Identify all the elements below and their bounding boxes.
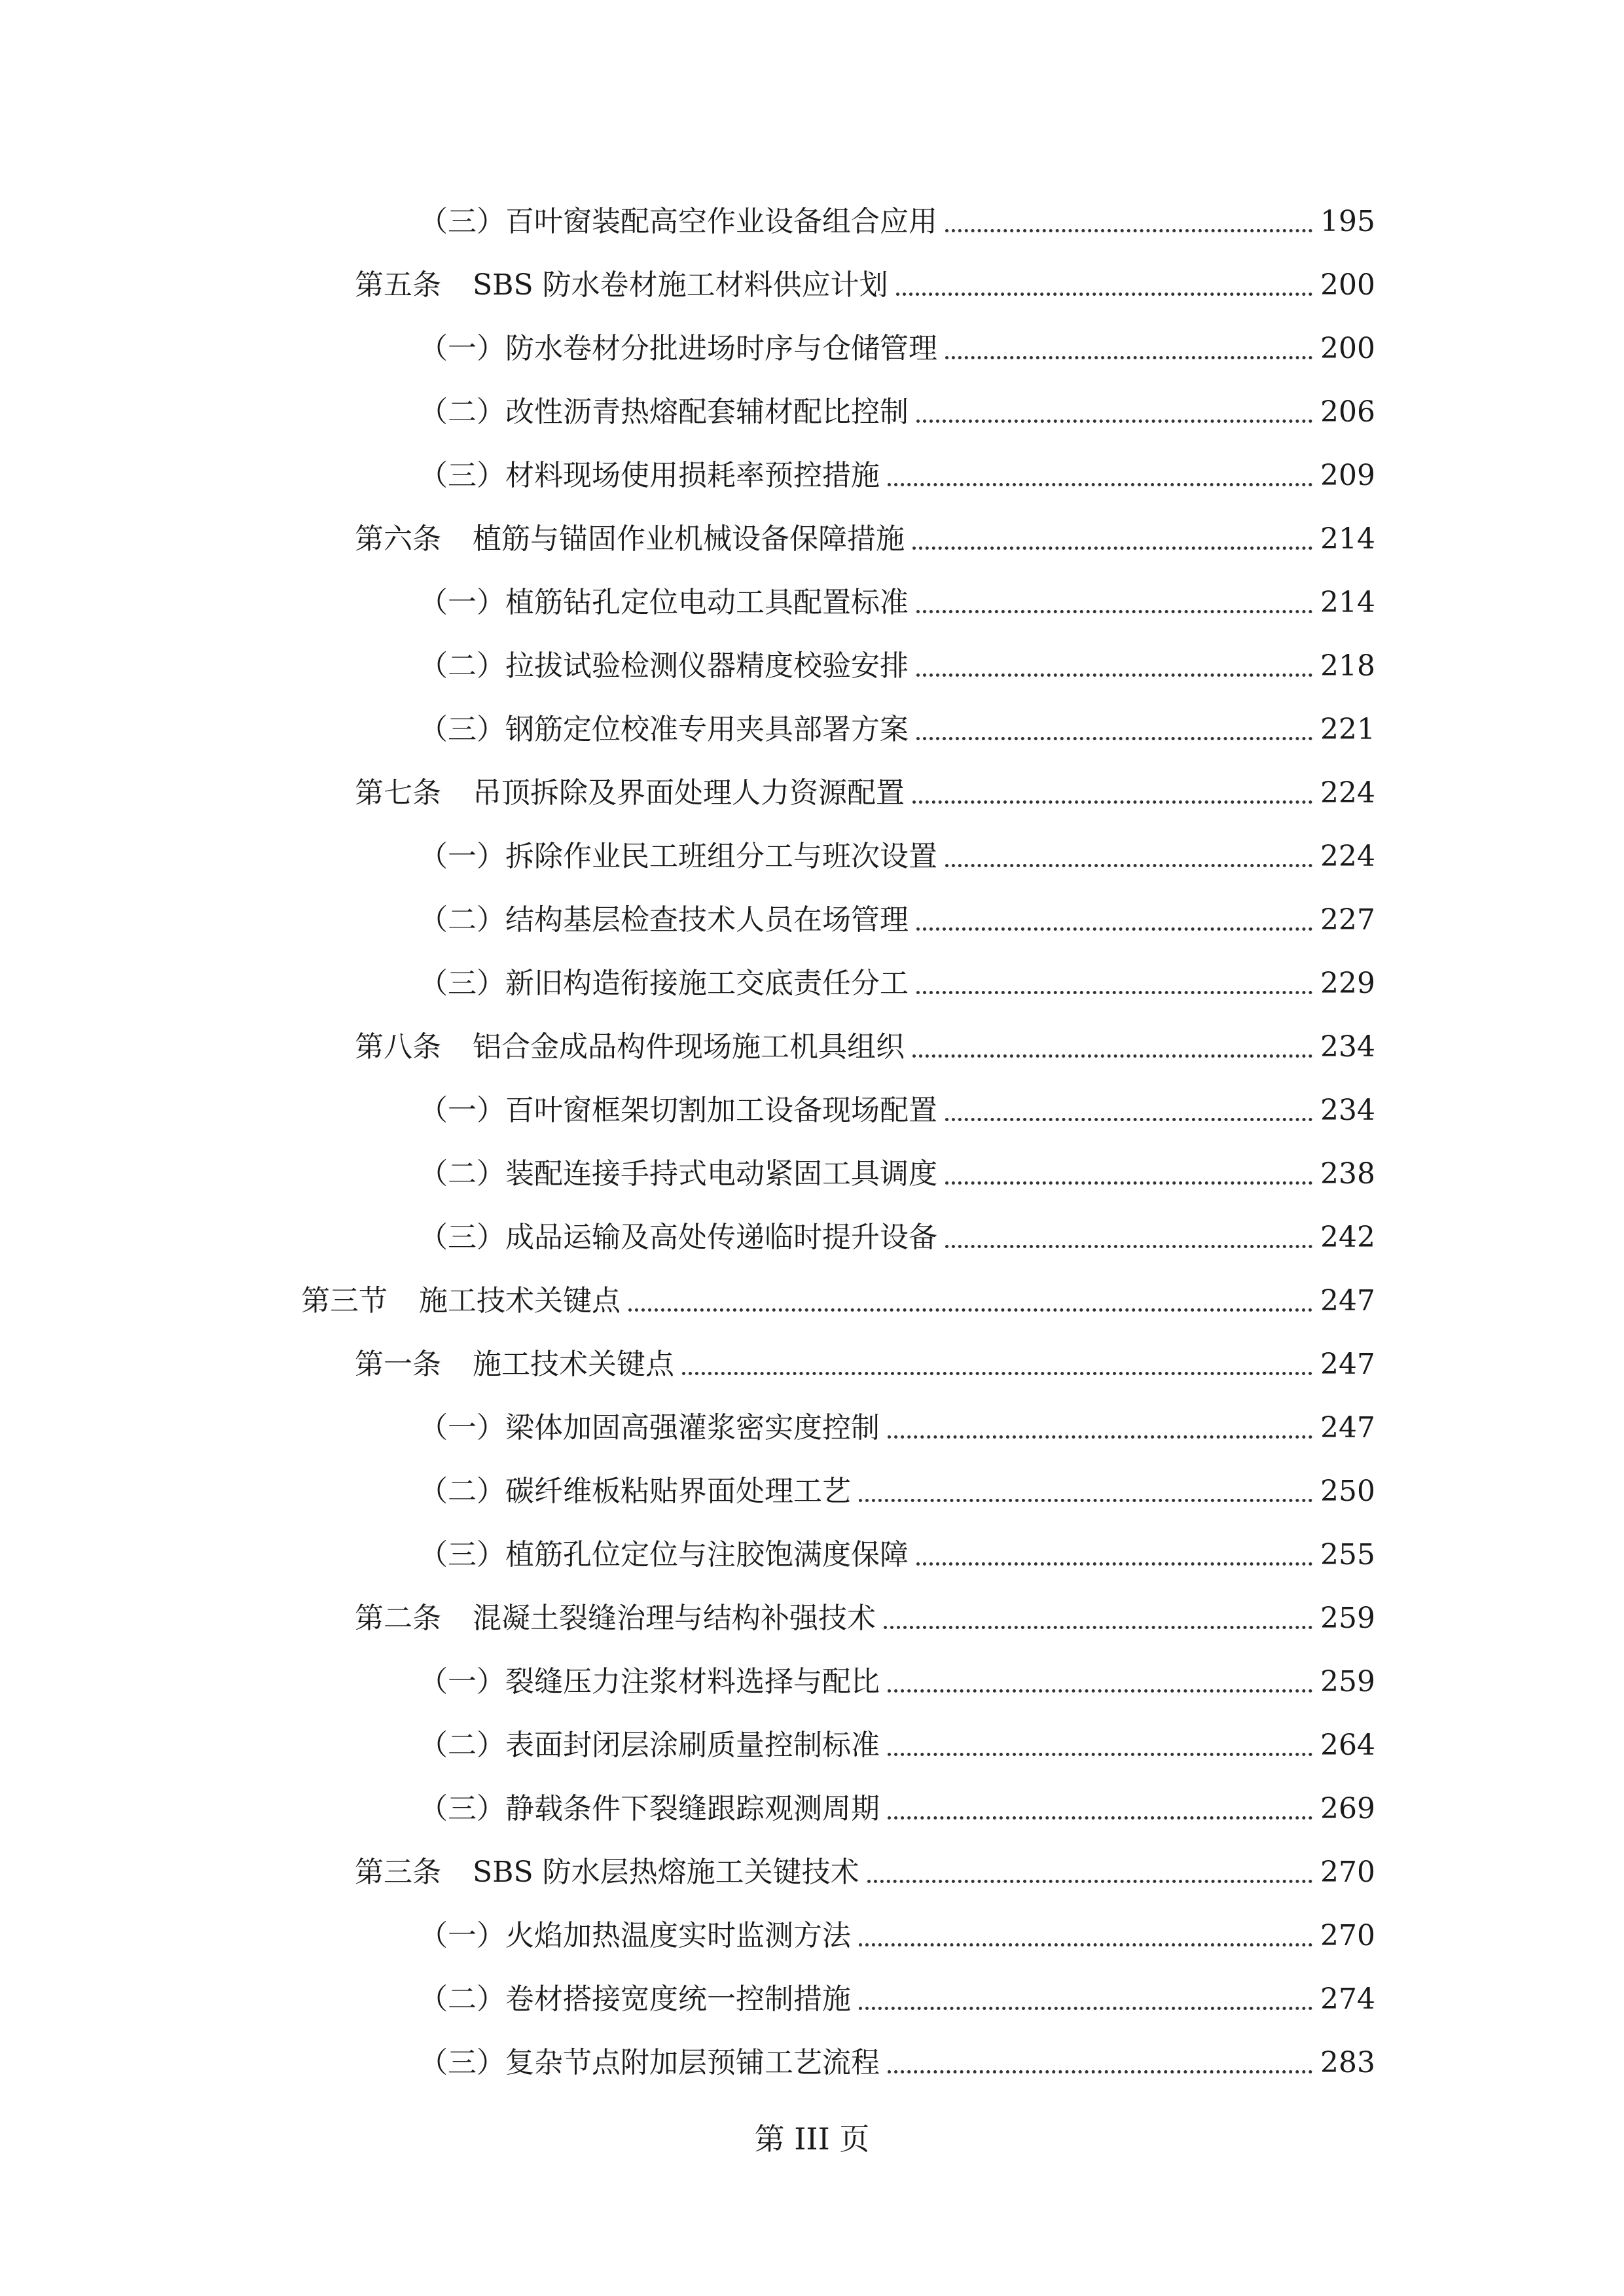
toc-entry-page: 259	[1320, 1664, 1375, 1698]
toc-entry-text: SBS 防水卷材施工材料供应计划	[473, 268, 888, 302]
dot-leader	[945, 864, 1312, 867]
toc-entry[interactable]	[0, 1967, 1624, 2031]
toc-entry-page: 242	[1320, 1220, 1375, 1254]
toc-entry-number: 第八条	[355, 1030, 441, 1064]
toc-entry-page: 238	[1320, 1157, 1375, 1191]
toc-entry-text: 植筋与锚固作业机械设备保障措施	[473, 522, 905, 556]
dot-leader	[888, 483, 1312, 486]
toc-entry-title	[419, 1410, 880, 1444]
toc-entry[interactable]	[0, 190, 1624, 253]
toc-entry-page: 247	[1320, 1283, 1375, 1318]
dot-leader	[945, 1118, 1312, 1121]
toc-entry-text: （二）改性沥青热熔配套辅材配比控制	[419, 395, 909, 429]
toc-entry-page: 221	[1320, 712, 1375, 746]
toc-entry-number: 第七条	[355, 776, 441, 810]
toc-entry-title	[419, 903, 909, 937]
toc-entry-title	[419, 204, 937, 238]
toc-entry[interactable]	[0, 1396, 1624, 1460]
dot-leader	[896, 293, 1312, 296]
toc-entry-title	[419, 1537, 909, 1571]
dot-leader	[945, 229, 1312, 232]
toc-entry[interactable]	[0, 634, 1624, 698]
toc-entry-text: （三）复杂节点附加层预铺工艺流程	[419, 2045, 880, 2079]
dot-leader	[888, 2070, 1312, 2073]
dot-leader	[912, 547, 1312, 550]
dot-leader	[867, 1880, 1312, 1883]
toc-entry-text: （三）静载条件下裂缝跟踪观测周期	[419, 1791, 880, 1825]
toc-entry-text: （三）新旧构造衔接施工交底责任分工	[419, 966, 909, 1000]
dot-leader	[945, 356, 1312, 359]
toc-entry-title	[419, 712, 909, 746]
toc-entry[interactable]	[0, 1206, 1624, 1269]
toc-entry[interactable]	[0, 1269, 1624, 1333]
toc-entry-page: 234	[1320, 1093, 1375, 1127]
toc-entry-text: （三）植筋孔位定位与注胶饱满度保障	[419, 1537, 909, 1571]
toc-entry-title	[419, 1791, 880, 1825]
toc-entry-title	[419, 966, 909, 1000]
toc-entry-title	[419, 1220, 937, 1254]
toc-entry-page: 227	[1320, 903, 1375, 937]
toc-entry[interactable]	[0, 888, 1624, 952]
page-number: 第 III 页	[754, 2121, 870, 2157]
toc-entry-number: 第一条	[355, 1347, 441, 1381]
toc-entry-page: 264	[1320, 1728, 1375, 1762]
toc-entry-page: 224	[1320, 839, 1375, 873]
toc-entry-page: 255	[1320, 1537, 1375, 1571]
toc-entry-number: 第三条	[355, 1855, 441, 1889]
toc-entry[interactable]	[0, 1713, 1624, 1777]
dot-leader	[916, 420, 1312, 423]
dot-leader	[859, 2007, 1312, 2010]
toc-entry-page: 250	[1320, 1474, 1375, 1508]
toc-entry-title	[419, 1093, 937, 1127]
toc-entry-page: 229	[1320, 966, 1375, 1000]
toc-entry-title	[419, 458, 880, 492]
toc-entry-number: 第六条	[355, 522, 441, 556]
toc-entry-text: （二）碳纤维板粘贴界面处理工艺	[419, 1474, 851, 1508]
toc-entry-page: 200	[1320, 268, 1375, 302]
toc-entry-number: 第三节	[301, 1283, 388, 1318]
toc-entry[interactable]	[0, 1460, 1624, 1523]
toc-entry-title	[419, 1918, 851, 1952]
toc-entry-text: 吊顶拆除及界面处理人力资源配置	[473, 776, 905, 810]
toc-entry-title	[419, 1728, 880, 1762]
toc-entry[interactable]	[0, 1015, 1624, 1079]
toc-entry[interactable]	[0, 1142, 1624, 1206]
dot-leader	[916, 927, 1312, 931]
toc-entry-page: 247	[1320, 1347, 1375, 1381]
toc-entry-page: 269	[1320, 1791, 1375, 1825]
toc-entry[interactable]	[0, 1079, 1624, 1142]
toc-entry-title	[419, 1474, 851, 1508]
toc-entry-title	[419, 331, 937, 365]
toc-entry-text: 混凝土裂缝治理与结构补强技术	[473, 1601, 876, 1635]
toc-entry-title	[419, 2045, 880, 2079]
toc-entry-page: 214	[1320, 585, 1375, 619]
table-of-contents	[0, 190, 1624, 2094]
dot-leader	[945, 1181, 1312, 1185]
toc-entry-page: 274	[1320, 1982, 1375, 2016]
toc-entry[interactable]	[0, 825, 1624, 888]
toc-entry[interactable]	[0, 253, 1624, 317]
dot-leader	[859, 1943, 1312, 1946]
dot-leader	[682, 1372, 1312, 1375]
toc-entry-page: 283	[1320, 2045, 1375, 2079]
toc-entry-text: （三）材料现场使用损耗率预控措施	[419, 458, 880, 492]
dot-leader	[916, 673, 1312, 677]
toc-entry-text: （三）成品运输及高处传递临时提升设备	[419, 1220, 937, 1254]
toc-entry[interactable]	[0, 1523, 1624, 1587]
toc-entry-title	[355, 1601, 876, 1635]
dot-leader	[628, 1308, 1312, 1312]
toc-entry-text: （一）防水卷材分批进场时序与仓储管理	[419, 331, 937, 365]
toc-entry[interactable]	[0, 698, 1624, 761]
toc-entry[interactable]	[0, 1904, 1624, 1967]
toc-entry-text: （二）卷材搭接宽度统一控制措施	[419, 1982, 851, 2016]
toc-entry-text: （二）结构基层检查技术人员在场管理	[419, 903, 909, 937]
toc-entry[interactable]	[0, 952, 1624, 1015]
toc-entry-page: 259	[1320, 1601, 1375, 1635]
toc-entry-text: （二）表面封闭层涂刷质量控制标准	[419, 1728, 880, 1762]
toc-entry-page: 270	[1320, 1855, 1375, 1889]
dot-leader	[916, 991, 1312, 994]
dot-leader	[859, 1499, 1312, 1502]
toc-entry-title	[355, 1030, 905, 1064]
page-footer	[0, 2115, 1624, 2159]
toc-entry-page: 234	[1320, 1030, 1375, 1064]
toc-entry-page: 218	[1320, 649, 1375, 683]
toc-entry-page: 247	[1320, 1410, 1375, 1444]
dot-leader	[888, 1435, 1312, 1439]
toc-entry-text: （一）植筋钻孔定位电动工具配置标准	[419, 585, 909, 619]
toc-entry-text: 铝合金成品构件现场施工机具组织	[473, 1030, 905, 1064]
dot-leader	[884, 1626, 1312, 1629]
toc-entry[interactable]	[0, 380, 1624, 444]
toc-entry[interactable]	[0, 1840, 1624, 1904]
toc-entry-title	[419, 1157, 937, 1191]
toc-entry-page: 214	[1320, 522, 1375, 556]
toc-entry[interactable]	[0, 444, 1624, 507]
toc-entry-text: 施工技术关键点	[473, 1347, 674, 1381]
dot-leader	[916, 610, 1312, 613]
toc-entry[interactable]	[0, 507, 1624, 571]
toc-entry-text: （一）梁体加固高强灌浆密实度控制	[419, 1410, 880, 1444]
toc-entry-text: （三）百叶窗装配高空作业设备组合应用	[419, 204, 937, 238]
toc-entry-title	[355, 1855, 859, 1889]
toc-entry[interactable]	[0, 1650, 1624, 1713]
toc-entry[interactable]	[0, 1333, 1624, 1396]
toc-entry-number: 第二条	[355, 1601, 441, 1635]
toc-entry-text: （一）火焰加热温度实时监测方法	[419, 1918, 851, 1952]
dot-leader	[916, 1562, 1312, 1566]
toc-entry-title	[301, 1283, 621, 1318]
toc-entry-text: （三）钢筋定位校准专用夹具部署方案	[419, 712, 909, 746]
dot-leader	[945, 1245, 1312, 1248]
toc-entry-text: SBS 防水层热熔施工关键技术	[473, 1855, 859, 1889]
toc-entry-page: 206	[1320, 395, 1375, 429]
dot-leader	[888, 1753, 1312, 1756]
dot-leader	[912, 1054, 1312, 1058]
toc-entry[interactable]	[0, 317, 1624, 380]
dot-leader	[888, 1816, 1312, 1820]
toc-entry-title	[355, 1347, 674, 1381]
toc-entry-title	[419, 585, 909, 619]
toc-entry[interactable]	[0, 1587, 1624, 1650]
dot-leader	[912, 800, 1312, 804]
toc-entry-text: （一）百叶窗框架切割加工设备现场配置	[419, 1093, 937, 1127]
toc-entry-title	[419, 1664, 880, 1698]
toc-entry[interactable]	[0, 571, 1624, 634]
toc-entry-number: 第五条	[355, 268, 441, 302]
toc-entry-page: 270	[1320, 1918, 1375, 1952]
toc-entry[interactable]	[0, 1777, 1624, 1840]
toc-entry-page: 195	[1320, 204, 1375, 238]
toc-entry-title	[419, 395, 909, 429]
toc-entry-title	[419, 839, 937, 873]
dot-leader	[888, 1689, 1312, 1693]
dot-leader	[916, 737, 1312, 740]
toc-entry-text: （二）拉拔试验检测仪器精度校验安排	[419, 649, 909, 683]
toc-entry-text: 施工技术关键点	[419, 1283, 621, 1318]
toc-entry-text: （一）拆除作业民工班组分工与班次设置	[419, 839, 937, 873]
toc-entry-title	[355, 268, 888, 302]
toc-entry-title	[419, 649, 909, 683]
toc-entry-text: （一）裂缝压力注浆材料选择与配比	[419, 1664, 880, 1698]
toc-entry[interactable]	[0, 2031, 1624, 2094]
toc-entry-title	[355, 776, 905, 810]
toc-entry-title	[419, 1982, 851, 2016]
toc-entry-page: 209	[1320, 458, 1375, 492]
toc-entry-page: 224	[1320, 776, 1375, 810]
toc-entry-page: 200	[1320, 331, 1375, 365]
toc-entry-title	[355, 522, 905, 556]
toc-entry-text: （二）装配连接手持式电动紧固工具调度	[419, 1157, 937, 1191]
toc-entry[interactable]	[0, 761, 1624, 825]
